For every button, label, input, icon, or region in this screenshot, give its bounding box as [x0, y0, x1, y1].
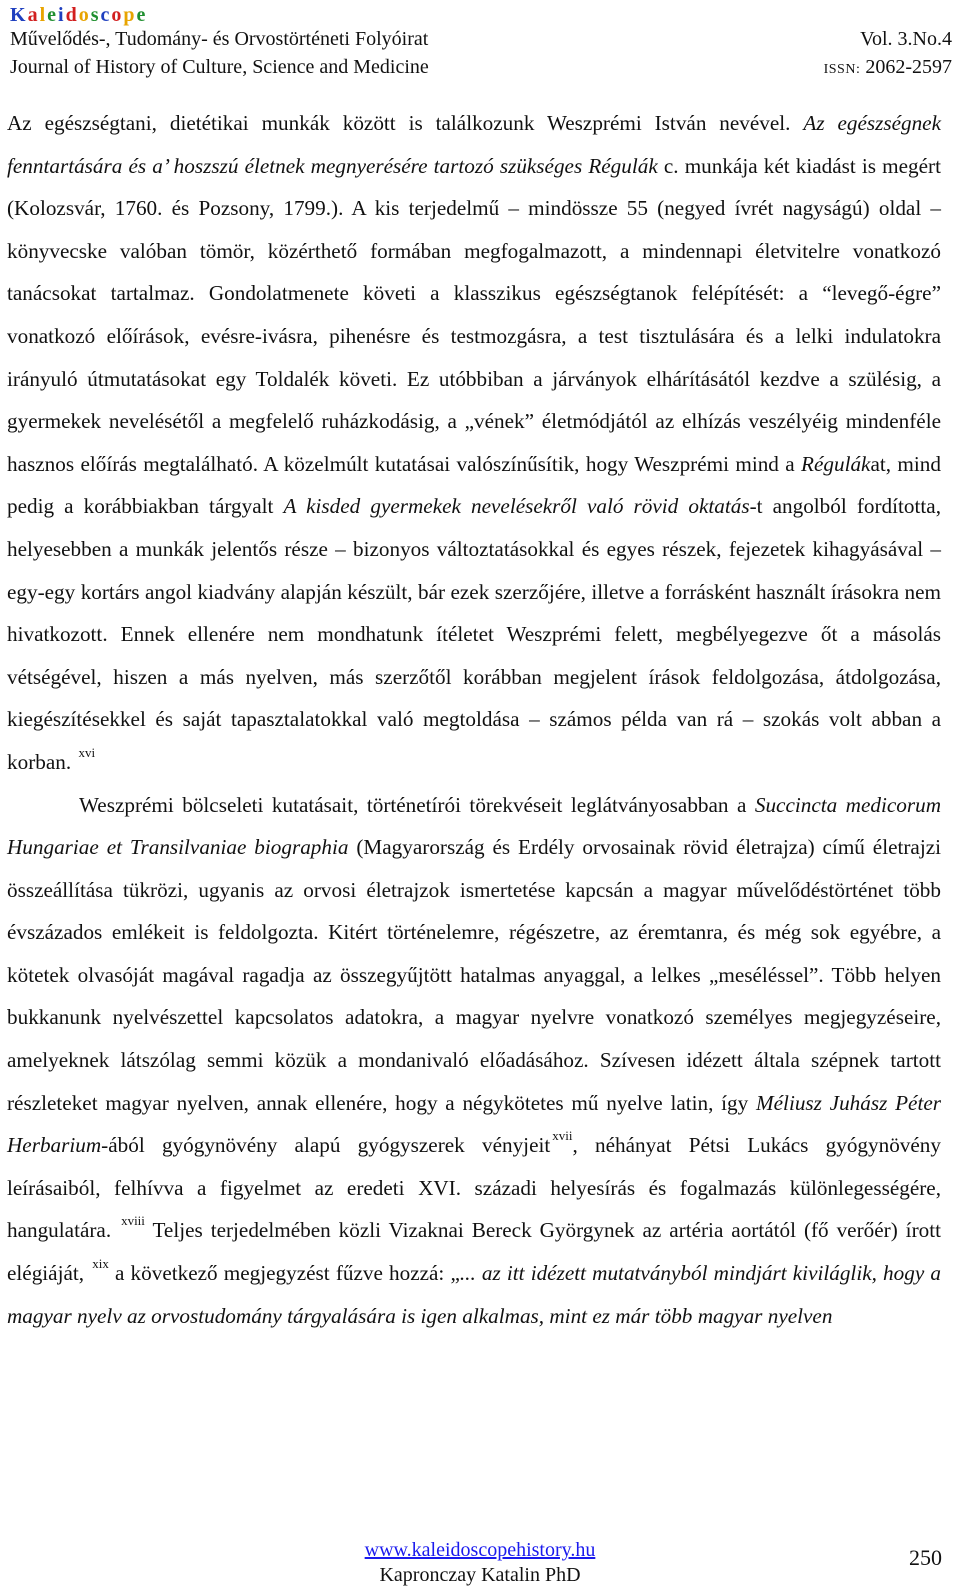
text-run: at, mind pedig a korábbiakban tárgyalt — [7, 451, 941, 519]
page-number: 250 — [909, 1545, 942, 1570]
issn-value: 2062-2597 — [860, 56, 952, 78]
brand-letter: a — [27, 4, 40, 26]
text-run: -t angolból fordította, helyesebben a munkák jelentős része – bizonyos változtatásokkal és egyes részek, fejezetek kihagyásával – egy-egy kortárs angol kiadvány alapján készült, bár ezek szerzőjére, illetve a forrásként használt írásokra nem hivatkozott. Ennek ellenére nem mondhatunk ítéletet Weszprémi felett, megbélyegezve őt a másolás vétségével, hiszen a más nyelven, más szerzőtől korábban megjelent írások feldolgozása, átdolgozása, kiegészítésekkel és saját tapasztalatokkal való megtoldása – számos példa van rá – szokás volt abban a korban. — [7, 494, 941, 774]
journal-title-hu: Művelődés-, Tudomány- és Orvostörténeti Folyóirat — [10, 28, 429, 50]
article-body — [7, 102, 941, 1337]
website-link[interactable]: www.kaleidoscopehistory.hu — [364, 1539, 596, 1561]
volume-number: Vol. 3.No.4 — [860, 28, 952, 50]
brand-letter: s — [90, 4, 101, 26]
footnote-reference: xvii — [552, 1128, 573, 1144]
brand-letter: i — [58, 4, 66, 26]
footnote-reference: xix — [92, 1256, 109, 1272]
body-paragraph — [7, 784, 941, 1338]
italic-title: Az egészségnek fenntartására és a’ hoszszú életnek megnyerésére tartozó szükséges Régulák — [7, 111, 941, 178]
brand-logo — [10, 4, 147, 26]
footnote-reference: xviii — [121, 1213, 145, 1229]
text-run: c. munkája két kiadást is megért (Kolozsvár, 1760. és Pozsony, 1799.). A kis terjedelmű – mindössze 55 (negyed ívrét nagyságú) oldal – könyvecske valóban tömör, közérthető formában megfogalmazott, a mindennapi életvitelre vonatkozó tanácsokat tartalmaz. Gondolatmenete követi a klasszikus egészségtanok felépítését: a “levegő-égre” vonatkozó előírások, evésre-ivásra, pihenésre és testmozgásra, a test tisztulására és a lelki indulatokra irányuló útmutatásokat egy Toldalék követi. Ez utóbbiban a járványok elhárításától kezdve a szülésig, a gyermekek nevelésétől a megfelelő ruházkodásig, a „vének” életmódjától az elhízás veszélyéig mindenféle hasznos előírás megtalálható. A közelmúlt kutatásai valószínűsítik, hogy Weszprémi mind a — [7, 153, 941, 476]
issn — [824, 54, 952, 83]
brand-letter: e — [47, 4, 59, 26]
text-run: a következő megjegyzést fűzve hozzá: „ — [108, 1261, 460, 1286]
header-line-2 — [10, 54, 952, 80]
brand-letter: o — [111, 4, 124, 26]
italic-title: Succincta medicorum Hungariae et Transilvaniae biographia — [7, 792, 942, 860]
italic-title: ... az itt idézett mutatványból mindjárt kiviláglik, hogy a magyar nyelv az orvostudomány tárgyalására is igen alkalmas, mint ez már több magyar nyelven — [7, 1261, 941, 1328]
footnote-reference: xvi — [78, 744, 96, 760]
italic-title: Régulák — [801, 451, 871, 476]
body-paragraph — [7, 102, 941, 784]
journal-title-en: Journal of History of Culture, Science and Medicine — [10, 56, 429, 78]
brand-letter: d — [65, 4, 79, 26]
brand-letter: o — [78, 4, 91, 26]
brand-letter: p — [123, 4, 137, 26]
journal-header — [10, 0, 952, 88]
issn-label: ISSN: — [823, 62, 861, 77]
text-run: , néhányat Pétsi Lukács gyógynövény leírásaiból, felhívva a figyelmet az eredeti XVI. századi helyesírás és fogalmazás különlegességére, hangulatára. — [7, 1133, 941, 1243]
brand-letter: K — [10, 4, 28, 26]
text-run: Az egészségtani, dietétikai munkák között is találkozunk Weszprémi István nevével. — [7, 111, 804, 135]
brand-letter: c — [100, 4, 112, 26]
footer-author: Kapronczay Katalin PhD — [379, 1564, 581, 1586]
text-run: (Magyarország és Erdély orvosainak rövid életrajza) című életrajzi összeállítása tükrözi, ugyanis az orvosi életrajzok ismertetése kapcsán a magyar művelődéstörténet több évszázados emlékeit is feldolgozta. Kitért történelemre, régészetre, az éremtanra, és még sok egyébre, a kötetek olvasóját magával ragadja az összegyűjtött hatalmas anyaggal, a lelkes „meséléssel”. Több helyen bukkanunk nyelvészettel kapcsolatos adatokra, a magyar nyelvre vonatkozó személyes megjegyzéseire, amelyeknek látszólag semmi közük a mondanivaló előadásához. Szívesen idézett általa szépnek tartott részleteket magyar nyelven, annak ellenére, hogy a négykötetes mű nyelve latin, így — [7, 835, 942, 1115]
brand-letter: e — [136, 4, 148, 26]
text-run: -ából gyógynövény alapú gyógyszerek vényjeit — [101, 1133, 551, 1158]
italic-title: A kisded gyermekek nevelésekről való rövid oktatás — [283, 494, 750, 519]
text-run: Weszprémi bölcseleti kutatásait, történetírói törekvéseit leglátványosabban a — [79, 792, 755, 817]
header-line-1 — [10, 26, 952, 52]
text-run: Teljes terjedelmében közli Vizaknai Bereck Györgynek az artéria aortától (fő verőér) írott elégiáját, — [7, 1218, 941, 1286]
italic-title: Méliusz Juhász Péter Herbarium — [7, 1090, 941, 1158]
brand-letter: l — [39, 4, 48, 26]
